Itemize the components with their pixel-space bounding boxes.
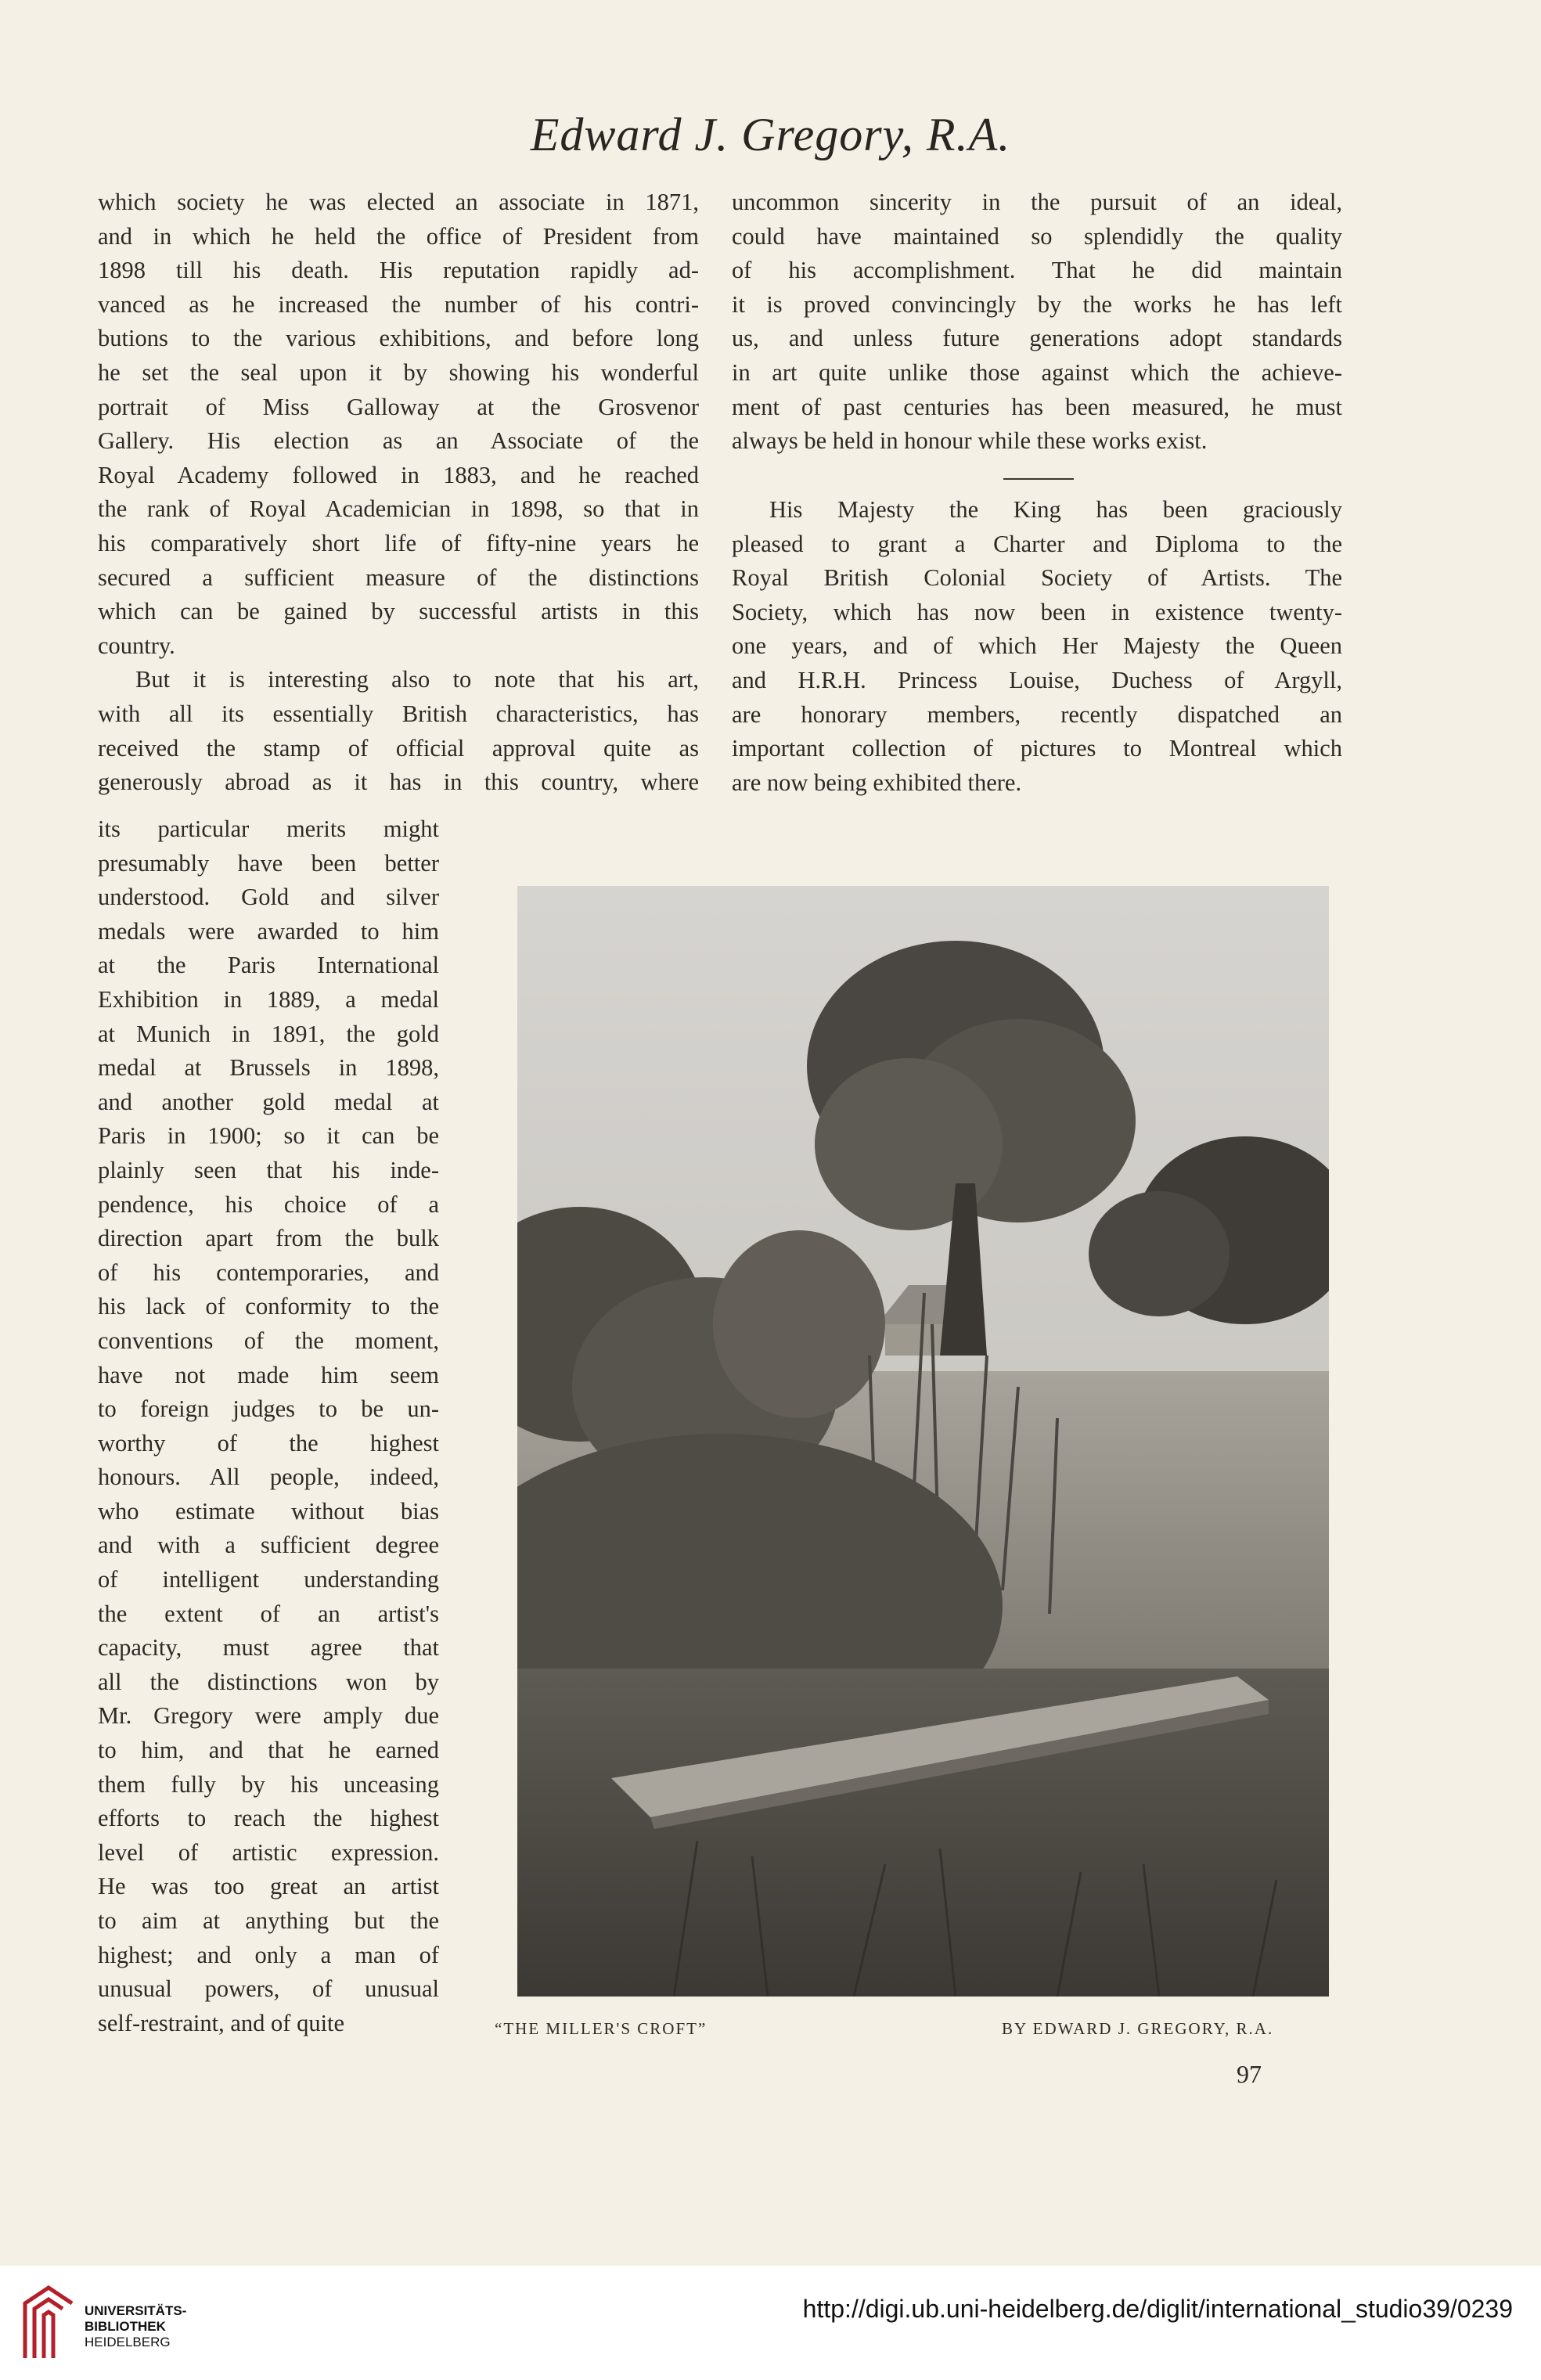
page-number: 97 <box>1237 2060 1262 2088</box>
text-line: 1898 till his death. His reputation rapidly ad- <box>98 257 699 284</box>
library-logo-icon <box>17 2284 80 2362</box>
text-line: Royal Academy followed in 1883, and he reached <box>98 461 699 488</box>
text-line: understood. Gold and silver <box>98 884 439 911</box>
text-line: to foreign judges to be un- <box>98 1395 439 1423</box>
text-line: and in which he held the office of President from <box>98 222 699 250</box>
text-line: the extent of an artist's <box>98 1600 439 1627</box>
text-line: efforts to reach the highest <box>98 1805 439 1832</box>
text-line: pendence, his choice of a <box>98 1190 439 1218</box>
section-divider <box>1003 478 1074 480</box>
text-line: capacity, must agree that <box>98 1634 439 1662</box>
text-line: important collection of pictures to Montreal which <box>732 735 1342 762</box>
text-line: Paris in 1900; so it can be <box>98 1122 439 1150</box>
text-line: and H.R.H. Princess Louise, Duchess of Argyll, <box>732 666 1342 693</box>
text-line: His Majesty the King has been graciously <box>769 496 1342 523</box>
text-line: who estimate without bias <box>98 1497 439 1525</box>
text-line: to him, and that he earned <box>98 1737 439 1764</box>
text-line: ment of past centuries has been measured, he must <box>732 393 1342 420</box>
text-line: pleased to grant a Charter and Diploma to the <box>732 530 1342 557</box>
source-url-link[interactable]: http://digi.ub.uni-heidelberg.de/diglit/international_studio39/0239 <box>802 2295 1513 2323</box>
painting-plate <box>517 886 1329 1997</box>
text-line: them fully by his unceasing <box>98 1770 439 1798</box>
text-line: worthy of the highest <box>98 1429 439 1456</box>
text-line: he set the seal upon it by showing his wonderful <box>98 358 699 386</box>
text-line: Society, which has now been in existence twenty- <box>732 598 1342 625</box>
text-line: Gallery. His election as an Associate of the <box>98 427 699 455</box>
text-line: country. <box>98 632 175 659</box>
text-line: are now being exhibited there. <box>732 769 1022 796</box>
text-line: which can be gained by successful artists in this <box>98 598 699 625</box>
text-line: to aim at anything but the <box>98 1907 439 1934</box>
text-line: secured a sufficient measure of the distinctions <box>98 563 699 591</box>
library-name-line2: BIBLIOTHEK <box>85 2319 166 2334</box>
text-line: vanced as he increased the number of his contri- <box>98 290 699 318</box>
text-line: his lack of conformity to the <box>98 1293 439 1320</box>
text-line: his comparatively short life of fifty-nine years he <box>98 529 699 556</box>
text-line: But it is interesting also to note that his art, <box>135 666 699 693</box>
text-line: the rank of Royal Academician in 1898, so that in <box>98 495 699 523</box>
text-line: conventions of the moment, <box>98 1327 439 1354</box>
text-line: have not made him seem <box>98 1361 439 1388</box>
text-line: always be held in honour while these works exist. <box>732 427 1208 455</box>
text-line: Mr. Gregory were amply due <box>98 1702 439 1730</box>
text-line: butions to the various exhibitions, and before long <box>98 325 699 352</box>
text-line: received the stamp of official approval quite as <box>98 734 699 762</box>
text-line: it is proved convincingly by the works he has left <box>732 290 1342 318</box>
landscape-painting-image <box>517 886 1329 1997</box>
text-line: which society he was elected an associate in 1871, <box>98 189 699 215</box>
text-line: at the Paris International <box>98 952 439 979</box>
text-line: plainly seen that his inde- <box>98 1156 439 1183</box>
right-column-second-paragraph <box>732 493 1342 800</box>
text-line: with all its essentially British characteristics, has <box>98 700 699 727</box>
text-line: could have maintained so splendidly the quality <box>732 222 1342 250</box>
text-line: at Munich in 1891, the gold <box>98 1020 439 1047</box>
text-line: of his contemporaries, and <box>98 1258 439 1286</box>
library-name-line3: HEIDELBERG <box>85 2335 171 2349</box>
running-header: Edward J. Gregory, R.A. <box>530 109 1011 160</box>
text-line: us, and unless future generations adopt standards <box>732 325 1342 352</box>
plate-caption-artist: BY EDWARD J. GREGORY, R.A. <box>1002 2019 1274 2038</box>
text-line: and another gold medal at <box>98 1088 439 1115</box>
text-line: of his accomplishment. That he did maintain <box>732 257 1342 284</box>
text-line: uncommon sincerity in the pursuit of an ideal, <box>732 189 1342 215</box>
left-column-bottom <box>98 812 439 2040</box>
text-line: presumably have been better <box>98 849 439 877</box>
text-line: Exhibition in 1889, a medal <box>98 985 439 1013</box>
text-line: all the distinctions won by <box>98 1668 439 1695</box>
plate-caption-title: “THE MILLER'S CROFT” <box>495 2019 707 2038</box>
text-line: and with a sufficient degree <box>98 1532 439 1559</box>
text-line: of intelligent understanding <box>98 1566 439 1593</box>
text-line: one years, and of which Her Majesty the Queen <box>732 632 1342 660</box>
text-line: generously abroad as it has in this country, where <box>98 769 699 796</box>
text-line: medals were awarded to him <box>98 917 439 945</box>
text-line: level of artistic expression. <box>98 1838 439 1866</box>
left-column-top <box>98 185 699 800</box>
text-line: He was too great an artist <box>98 1873 439 1900</box>
text-line: its particular merits might <box>98 816 439 842</box>
text-line: Royal British Colonial Society of Artists. The <box>732 564 1342 592</box>
library-name-line1: UNIVERSITÄTS- <box>85 2303 187 2318</box>
text-line: are honorary members, recently dispatched an <box>732 700 1342 728</box>
library-name <box>85 2303 186 2350</box>
text-line: direction apart from the bulk <box>98 1225 439 1252</box>
text-line: highest; and only a man of <box>98 1941 439 1968</box>
text-line: portrait of Miss Galloway at the Grosvenor <box>98 393 699 420</box>
text-line: unusual powers, of unusual <box>98 1975 439 2003</box>
right-column-top <box>732 185 1342 459</box>
text-line: medal at Brussels in 1898, <box>98 1054 439 1082</box>
text-line: in art quite unlike those against which the achieve- <box>732 358 1342 386</box>
text-line: self-restraint, and of quite <box>98 2009 345 2036</box>
text-line: honours. All people, indeed, <box>98 1464 439 1491</box>
